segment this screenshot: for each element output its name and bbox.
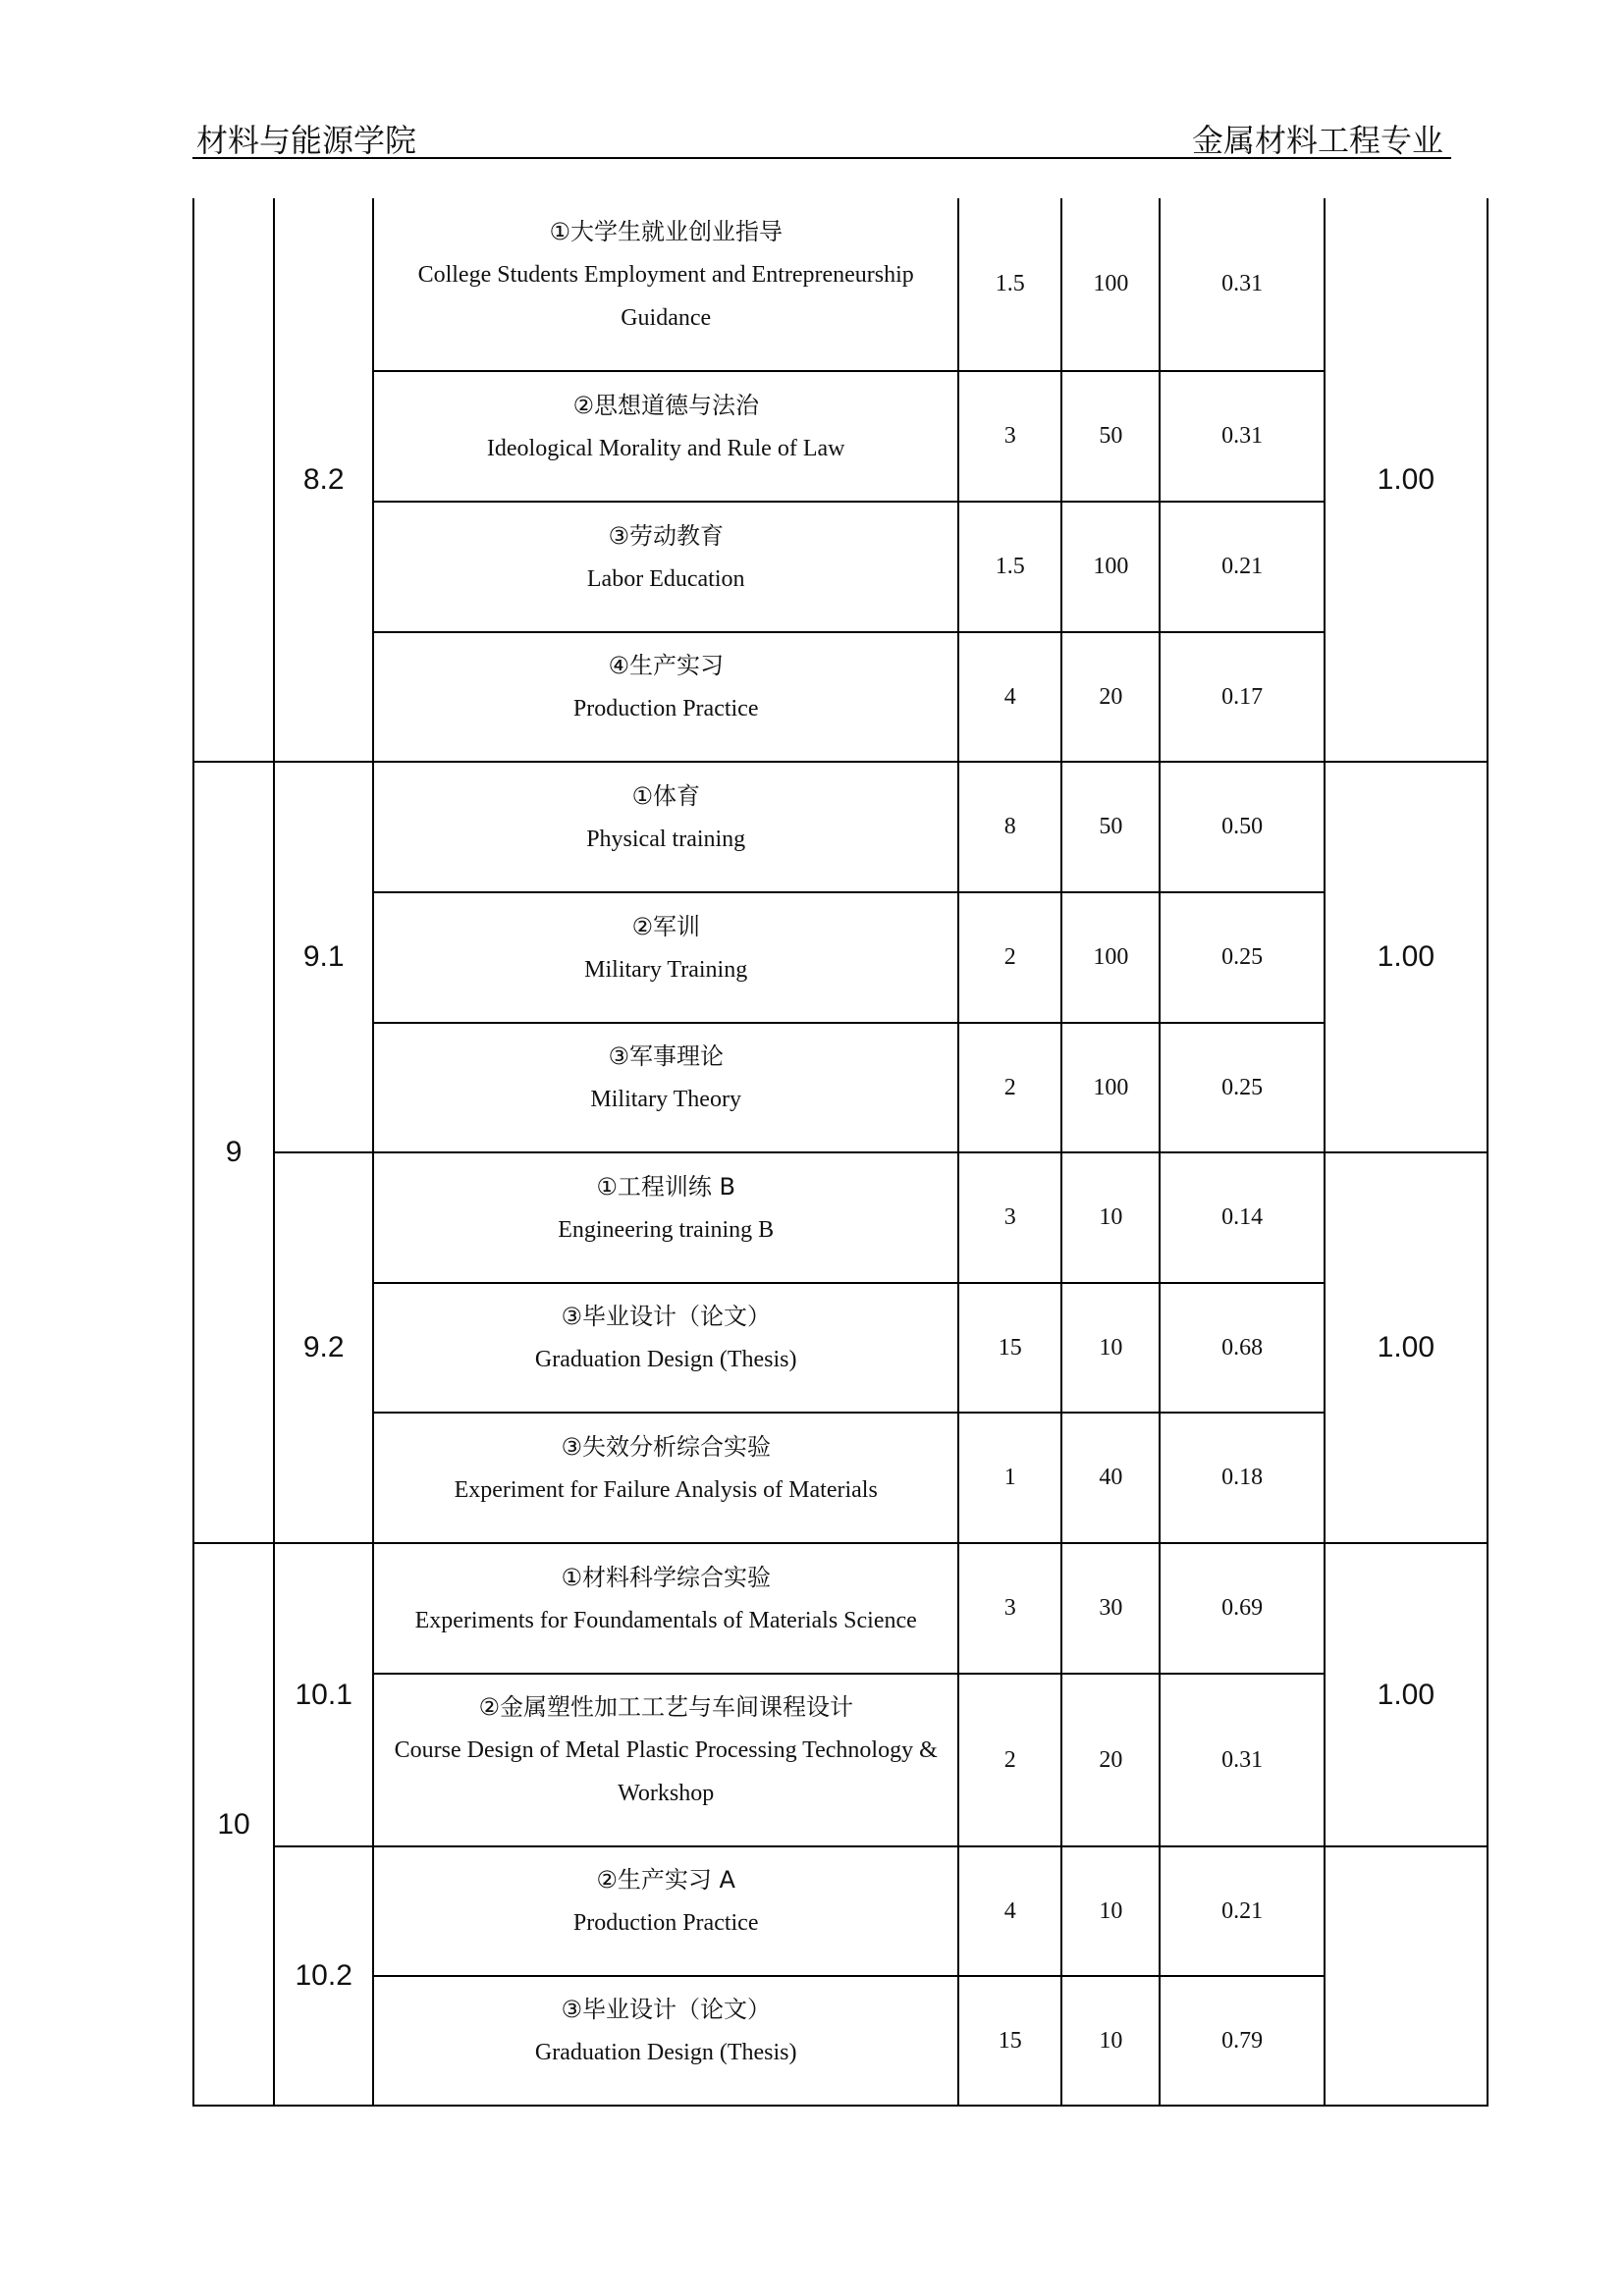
weight-total: 1.00	[1325, 1152, 1488, 1543]
course-name-zh: ①材料科学综合实验	[561, 1563, 771, 1591]
weight: 0.17	[1160, 632, 1324, 762]
weight: 0.25	[1160, 1023, 1324, 1152]
weight-total: 1.00	[1325, 762, 1488, 1152]
score: 10	[1061, 1152, 1160, 1283]
course-name-zh: ③毕业设计（论文）	[561, 1303, 771, 1330]
score: 20	[1061, 1674, 1160, 1846]
score: 100	[1061, 198, 1160, 371]
score: 20	[1061, 632, 1160, 762]
table-row	[193, 1152, 1488, 1283]
course-name-cell	[373, 1674, 958, 1846]
course-name	[374, 210, 957, 359]
credits: 8	[958, 762, 1061, 892]
table-row	[193, 892, 1488, 1023]
table-row	[193, 1976, 1488, 2106]
table-row	[193, 371, 1488, 502]
course-name-zh: ②思想道德与法治	[572, 391, 759, 419]
credits: 2	[958, 892, 1061, 1023]
course-weight-table	[192, 198, 1489, 2107]
course-name-zh: ①体育	[631, 781, 700, 810]
course-name	[374, 1165, 957, 1271]
table-row	[193, 1023, 1488, 1152]
course-name-cell	[373, 1023, 958, 1152]
weight: 0.14	[1160, 1152, 1324, 1283]
weight: 0.21	[1160, 1846, 1324, 1976]
course-name-cell	[373, 371, 958, 502]
page-header	[192, 108, 1451, 159]
course-name-zh: ②军训	[631, 912, 700, 940]
course-name	[374, 1035, 957, 1141]
course-name-en: Engineering training B	[558, 1216, 775, 1243]
table-row	[193, 762, 1488, 892]
course-name-cell	[373, 892, 958, 1023]
course-name-cell	[373, 1152, 958, 1283]
course-name	[374, 514, 957, 620]
course-name	[374, 905, 957, 1011]
weight-total: 1.00	[1325, 1543, 1488, 1846]
weight: 0.18	[1160, 1413, 1324, 1543]
course-name-zh: ③军事理论	[608, 1042, 724, 1070]
credits: 15	[958, 1283, 1061, 1413]
course-name	[374, 1425, 957, 1531]
indicator-point: 10.1	[274, 1543, 373, 1846]
indicator-point: 9.2	[274, 1152, 373, 1543]
course-name-en: Graduation Design (Thesis)	[534, 2040, 797, 2065]
score: 40	[1061, 1413, 1160, 1543]
credits: 1.5	[958, 502, 1061, 632]
score: 10	[1061, 1976, 1160, 2106]
weight: 0.25	[1160, 892, 1324, 1023]
table-row	[193, 198, 1488, 371]
table-row	[193, 1283, 1488, 1413]
course-name	[374, 1556, 957, 1662]
score: 100	[1061, 502, 1160, 632]
credits: 1	[958, 1413, 1061, 1543]
course-name	[374, 1988, 957, 2094]
course-name-cell	[373, 1543, 958, 1674]
score: 100	[1061, 1023, 1160, 1152]
course-name-cell	[373, 1283, 958, 1413]
indicator-point: 9.1	[274, 762, 373, 1152]
requirement-number: 10	[193, 1543, 274, 2106]
course-name-zh: ③劳动教育	[608, 521, 724, 550]
course-name-cell	[373, 1413, 958, 1543]
course-name-cell	[373, 632, 958, 762]
requirement-number	[193, 198, 274, 762]
credits: 2	[958, 1023, 1061, 1152]
course-name-en: Physical training	[586, 826, 746, 852]
weight: 0.21	[1160, 502, 1324, 632]
course-name-cell	[373, 1846, 958, 1976]
credits: 4	[958, 1846, 1061, 1976]
course-name-en: Course Design of Metal Plastic Processing Technology & Workshop	[394, 1737, 938, 1806]
course-name	[374, 644, 957, 750]
course-name-en: Experiments for Foundamentals of Materials Science	[414, 1607, 917, 1633]
credits: 3	[958, 1152, 1061, 1283]
weight-total: 1.00	[1325, 198, 1488, 762]
course-name-en: Production Practice	[572, 696, 759, 721]
course-name	[374, 384, 957, 490]
credits: 3	[958, 371, 1061, 502]
weight-total	[1325, 1846, 1488, 2106]
credits: 2	[958, 1674, 1061, 1846]
table-row	[193, 1543, 1488, 1674]
credits: 3	[958, 1543, 1061, 1674]
indicator-point: 8.2	[274, 198, 373, 762]
score: 50	[1061, 371, 1160, 502]
indicator-point: 10.2	[274, 1846, 373, 2106]
weight: 0.31	[1160, 198, 1324, 371]
course-name-en: College Students Employment and Entrepreneurship Guidance	[417, 261, 914, 331]
course-name-en: Labor Education	[586, 565, 745, 592]
table-row	[193, 1846, 1488, 1976]
credits: 1.5	[958, 198, 1061, 371]
course-name-zh: ②金属塑性加工工艺与车间课程设计	[478, 1693, 853, 1721]
table-row	[193, 1674, 1488, 1846]
weight: 0.79	[1160, 1976, 1324, 2106]
course-name	[374, 774, 957, 881]
course-name-cell	[373, 198, 958, 371]
course-name-en: Ideological Morality and Rule of Law	[486, 435, 845, 461]
course-name-en: Military Training	[584, 956, 748, 983]
weight: 0.31	[1160, 1674, 1324, 1846]
credits: 15	[958, 1976, 1061, 2106]
college-name: 材料与能源学院	[196, 122, 417, 159]
course-name-cell	[373, 1976, 958, 2106]
weight: 0.31	[1160, 371, 1324, 502]
weight: 0.50	[1160, 762, 1324, 892]
course-name-zh: ③失效分析综合实验	[561, 1432, 771, 1461]
course-name-cell	[373, 762, 958, 892]
requirement-number: 9	[193, 762, 274, 1543]
course-name-zh: ①工程训练 B	[596, 1172, 735, 1201]
course-name-zh: ④生产实习	[608, 652, 724, 679]
table-row	[193, 502, 1488, 632]
course-name-zh: ②生产实习 A	[596, 1866, 735, 1894]
score: 50	[1061, 762, 1160, 892]
course-name-en: Production Practice	[572, 1910, 759, 1936]
course-name	[374, 1858, 957, 1964]
course-name	[374, 1685, 957, 1835]
score: 100	[1061, 892, 1160, 1023]
credits: 4	[958, 632, 1061, 762]
score: 10	[1061, 1283, 1160, 1413]
weight: 0.68	[1160, 1283, 1324, 1413]
score: 30	[1061, 1543, 1160, 1674]
table-row	[193, 1413, 1488, 1543]
course-name-zh: ③毕业设计（论文）	[561, 1996, 771, 2023]
table-row	[193, 632, 1488, 762]
weight: 0.69	[1160, 1543, 1324, 1674]
course-name-en: Graduation Design (Thesis)	[534, 1347, 797, 1372]
course-name-zh: ①大学生就业创业指导	[549, 217, 783, 245]
score: 10	[1061, 1846, 1160, 1976]
course-name	[374, 1295, 957, 1401]
major-name: 金属材料工程专业	[1191, 122, 1443, 159]
course-name-cell	[373, 502, 958, 632]
course-name-en: Military Theory	[590, 1087, 741, 1112]
course-name-en: Experiment for Failure Analysis of Materials	[454, 1476, 878, 1503]
